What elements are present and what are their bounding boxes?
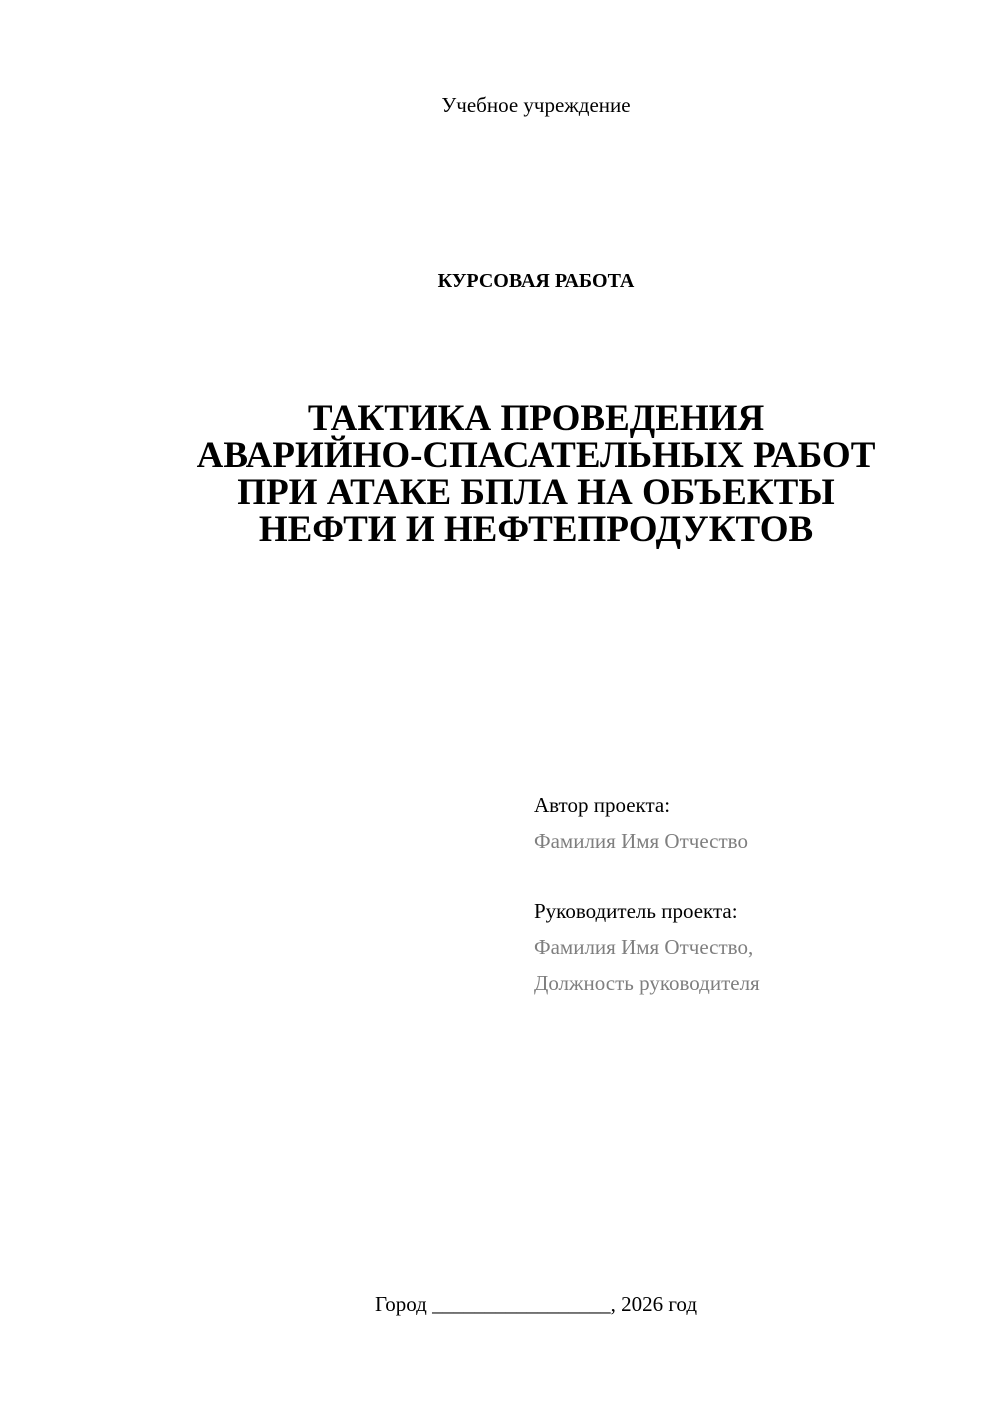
author-name: Фамилия Имя Отчество <box>534 829 748 853</box>
work-type-heading: КУРСОВАЯ РАБОТА <box>437 270 635 292</box>
supervisor-label: Руководитель проекта: <box>534 899 738 923</box>
city-year-line: Город _________________, 2026 год <box>374 1292 698 1316</box>
title-line: НЕФТИ И НЕФТЕПРОДУКТОВ <box>258 509 814 550</box>
institution-name: Учебное учреждение <box>441 93 631 117</box>
title-line: ПРИ АТАКЕ БПЛА НА ОБЪЕКТЫ <box>237 472 835 513</box>
title-line: ТАКТИКА ПРОВЕДЕНИЯ <box>307 398 765 439</box>
supervisor-position: Должность руководителя <box>534 971 760 995</box>
author-block <box>534 787 964 859</box>
supervisor-name: Фамилия Имя Отчество, <box>534 935 754 959</box>
supervisor-block <box>534 893 964 1001</box>
title-line: АВАРИЙНО-СПАСАТЕЛЬНЫХ РАБОТ <box>196 435 876 476</box>
author-label: Автор проекта: <box>534 793 671 817</box>
document-title <box>120 400 952 548</box>
